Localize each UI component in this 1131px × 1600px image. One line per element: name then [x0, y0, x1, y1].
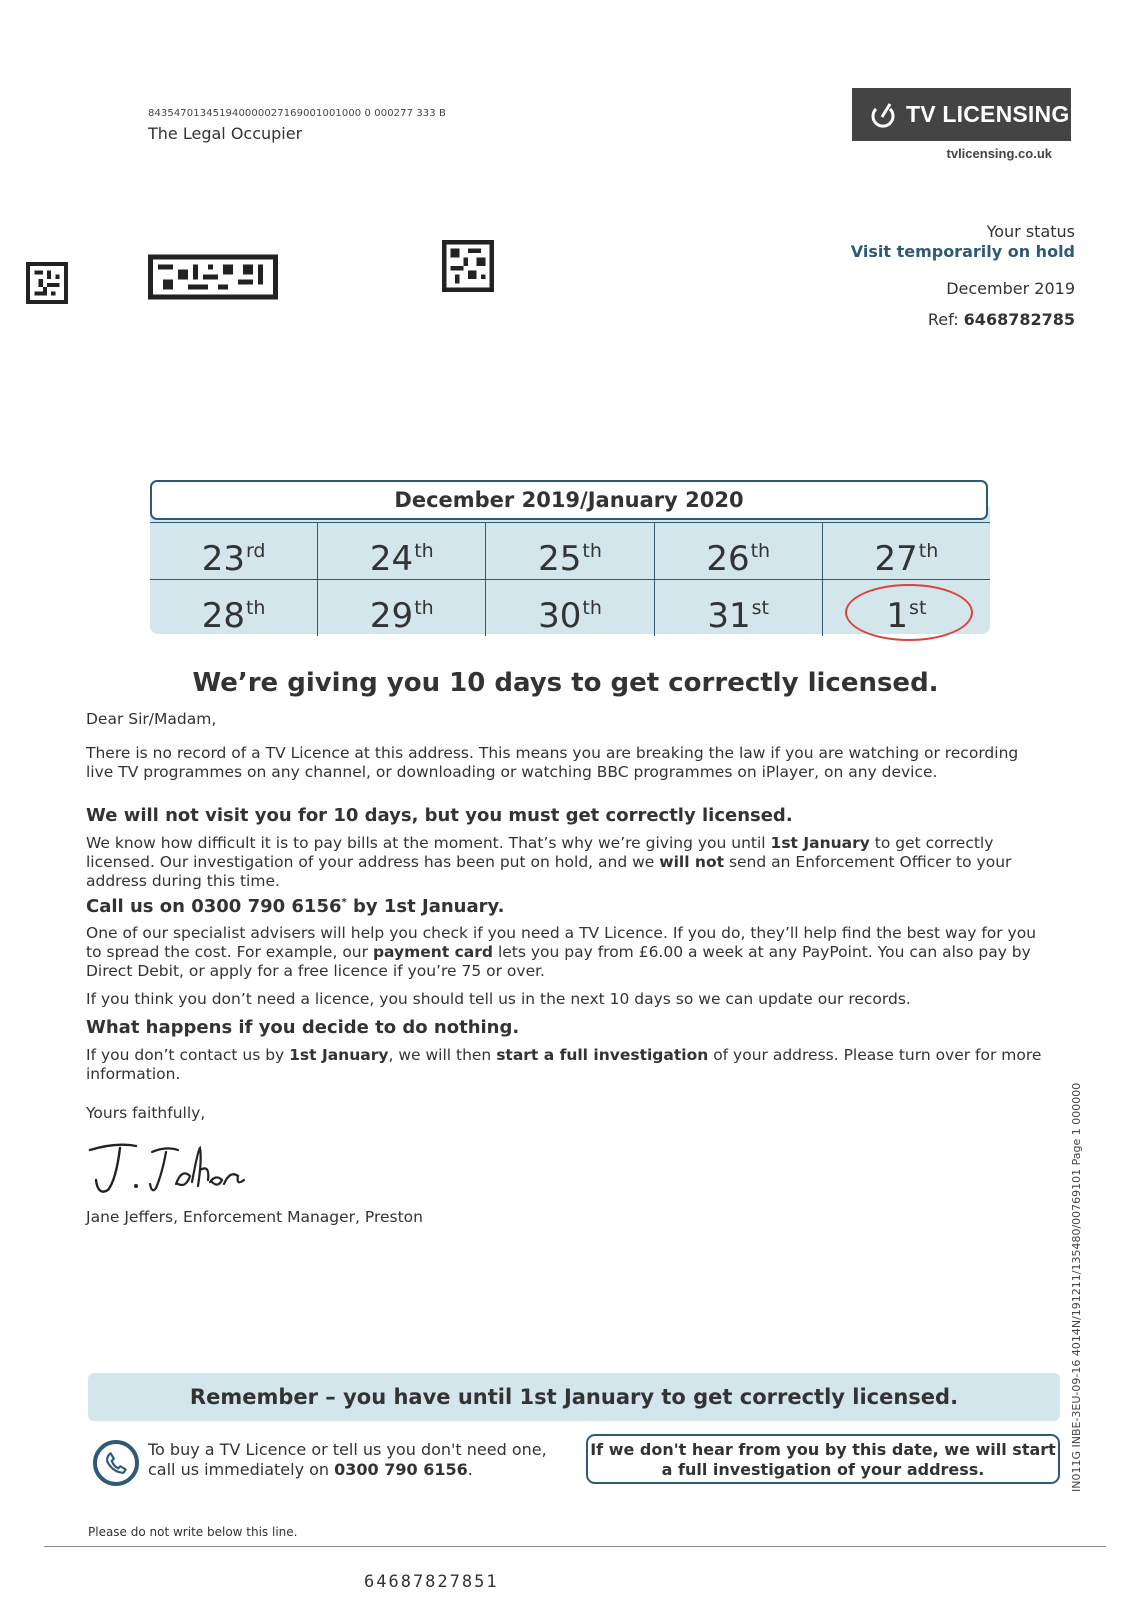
- warning-box: If we don't hear from you by this date, we will start a full investigation of your address.: [586, 1434, 1060, 1484]
- status-value: Visit temporarily on hold: [850, 242, 1075, 261]
- reminder-banner: Remember – you have until 1st January to get correctly licensed.: [88, 1373, 1060, 1421]
- ref-label: Ref:: [927, 310, 964, 329]
- letter-date: December 2019: [946, 279, 1075, 298]
- website-link[interactable]: tvlicensing.co.uk: [946, 146, 1052, 161]
- document-code: IN011G INBE-3EU-09-16 4014N/191211/135480/00769101 Page 1 000000: [1070, 1082, 1083, 1492]
- calendar-row-2: [150, 579, 990, 636]
- do-not-write-note: Please do not write below this line.: [88, 1525, 298, 1539]
- subheading-no-visit: We will not visit you for 10 days, but you must get correctly licensed.: [86, 805, 793, 826]
- calendar-day-deadline: 1st: [822, 580, 990, 636]
- paragraph-5: If you don’t contact us by 1st January, we will then start a full investigation of your address. Please turn over for more information.: [86, 1046, 1042, 1083]
- phone-handset-icon: [103, 1450, 129, 1476]
- calendar-day: 29th: [317, 580, 485, 636]
- subheading-call-us: Call us on 0300 790 6156* by 1st January.: [86, 896, 505, 917]
- divider-line: [44, 1546, 1106, 1547]
- paragraph-4: If you think you don’t need a licence, you should tell us in the next 10 days so we can update our records.: [86, 990, 911, 1008]
- calendar-row-1: [150, 522, 990, 579]
- paragraph-1: There is no record of a TV Licence at this address. This means you are breaking the law if you are watching or recording live TV programmes on any channel, or downloading or watching BBC programmes on iPlayer, on any device.: [86, 744, 1019, 781]
- calendar-day: 24th: [317, 523, 485, 579]
- calendar-title: December 2019/January 2020: [150, 480, 988, 520]
- calendar-day: 25th: [485, 523, 653, 579]
- calendar-day: 30th: [485, 580, 653, 636]
- paragraph-2: We know how difficult it is to pay bills at the moment. That’s why we’re giving you until 1st January to get correctly licensed. Our investigation of your address has been put on hold, and we will not send an Enforcement Officer to your address during this time.: [86, 834, 1012, 890]
- bottom-reference: 64687827851: [364, 1572, 499, 1592]
- signature: [86, 1140, 266, 1198]
- phone-icon: [93, 1440, 139, 1486]
- tv-licensing-logo: [852, 88, 1071, 141]
- addressee: The Legal Occupier: [148, 124, 303, 143]
- signer-name: Jane Jeffers, Enforcement Manager, Preston: [86, 1208, 423, 1226]
- calendar-grid: [150, 522, 990, 636]
- calendar-day: 31st: [654, 580, 822, 636]
- calendar-day: 26th: [654, 523, 822, 579]
- ref-value: 6468782785: [963, 310, 1075, 329]
- calendar-day: 28th: [201, 596, 266, 636]
- paragraph-3: One of our specialist advisers will help you check if you need a TV Licence. If you do, they’ll help find the best way for you to spread the cost. For example, our payment card lets you pay from £6.00 a week at any PayPoint. You can also pay by Direct Debit, or apply for a free licence if you’re 75 or over.: [86, 924, 1037, 980]
- closing: Yours faithfully,: [86, 1104, 206, 1122]
- deadline-circle: [845, 584, 973, 641]
- call-instructions: To buy a TV Licence or tell us you don't need one, call us immediately on 0300 790 6156.: [148, 1440, 547, 1479]
- tv-licensing-logo-icon: [868, 100, 898, 130]
- data-matrix-code: [148, 254, 278, 300]
- status-label: Your status: [986, 222, 1075, 241]
- reference-number: [700, 310, 1075, 329]
- qr-code-small: [26, 262, 68, 304]
- salutation: Dear Sir/Madam,: [86, 710, 217, 728]
- calendar-day: 23rd: [201, 539, 266, 579]
- subheading-do-nothing: What happens if you decide to do nothing.: [86, 1017, 520, 1038]
- logo-text: TV LICENSING: [906, 101, 1070, 127]
- headline: We’re giving you 10 days to get correctly licensed.: [192, 668, 939, 698]
- qr-code-medium: [442, 240, 494, 292]
- barcode-digits: 843547013451940000027169001001000 0 000277 333 B: [148, 108, 446, 119]
- calendar: [150, 480, 990, 636]
- calendar-day: 27th: [822, 523, 990, 579]
